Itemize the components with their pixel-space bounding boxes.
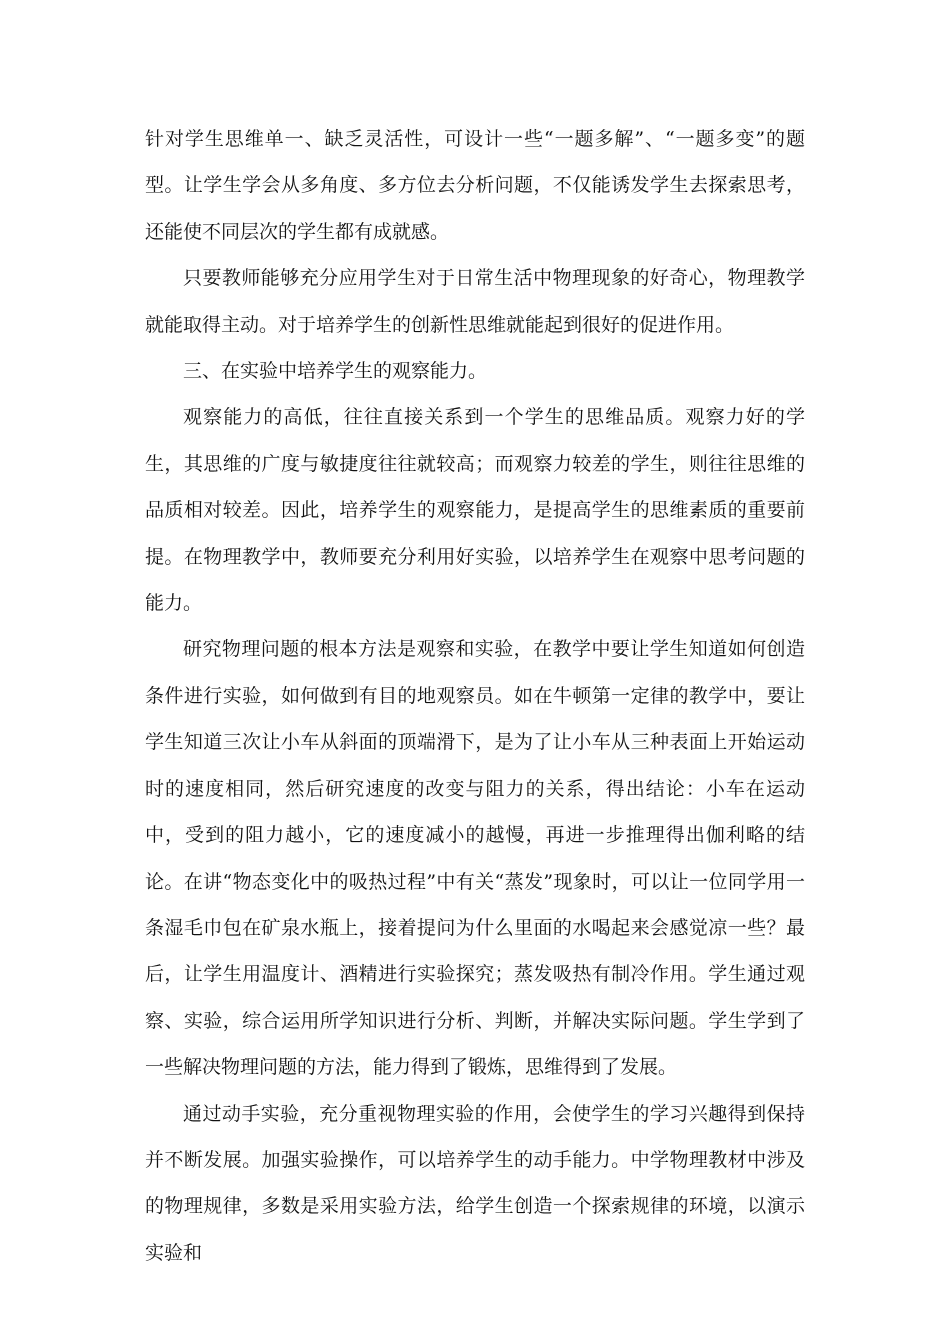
paragraph-observation: 观察能力的高低，往往直接关系到一个学生的思维品质。观察力好的学生，其思维的广度与敏捷度往往就较高；而观察力较差的学生，则往往思维的品质相对较差。因此，培养学生的观察能力，是提高学生的思维素质的重要前提。在物理教学中，教师要充分利用好实验，以培养学生在观察中思考问题的能力。 — [145, 406, 805, 615]
paragraph-continuation: 针对学生思维单一、缺乏灵活性，可设计一些“一题多解”、“一题多变”的题型。让学生学会从多角度、多方位去分析问题，不仅能诱发学生去探索思考，还能使不同层次的学生都有成就感。 — [145, 128, 805, 243]
paragraph-curiosity: 只要教师能够充分应用学生对于日常生活中物理现象的好奇心，物理教学就能取得主动。对于培养学生的创新性思维就能起到很好的促进作用。 — [145, 267, 805, 336]
document-body — [145, 116, 805, 1276]
paragraph-experiment: 研究物理问题的根本方法是观察和实验，在教学中要让学生知道如何创造条件进行实验，如何做到有目的地观察员。如在牛顿第一定律的教学中，要让学生知道三次让小车从斜面的顶端滑下，是为了让小车从三种表面上开始运动时的速度相同，然后研究速度的改变与阻力的关系，得出结论：小车在运动中，受到的阻力越小，它的速度减小的越慢，再进一步推理得出伽利略的结论。在讲“物态变化中的吸热过程”中有关“蒸发”现象时，可以让一位同学用一条湿毛巾包在矿泉水瓶上，接着提问为什么里面的水喝起来会感觉凉一些？最后，让学生用温度计、酒精进行实验探究；蒸发吸热有制冷作用。学生通过观察、实验，综合运用所学知识进行分析、判断，并解决实际问题。学生学到了一些解决物理问题的方法，能力得到了锻炼，思维得到了发展。 — [145, 638, 805, 1079]
section-heading: 三、在实验中培养学生的观察能力。 — [183, 360, 488, 383]
paragraph-hands-on: 通过动手实验，充分重视物理实验的作用，会使学生的学习兴趣得到保持并不断发展。加强实验操作，可以培养学生的动手能力。中学物理教材中涉及的物理规律，多数是采用实验方法，给学生创造一个探索规律的环境，以演示实验和 — [145, 1102, 805, 1264]
